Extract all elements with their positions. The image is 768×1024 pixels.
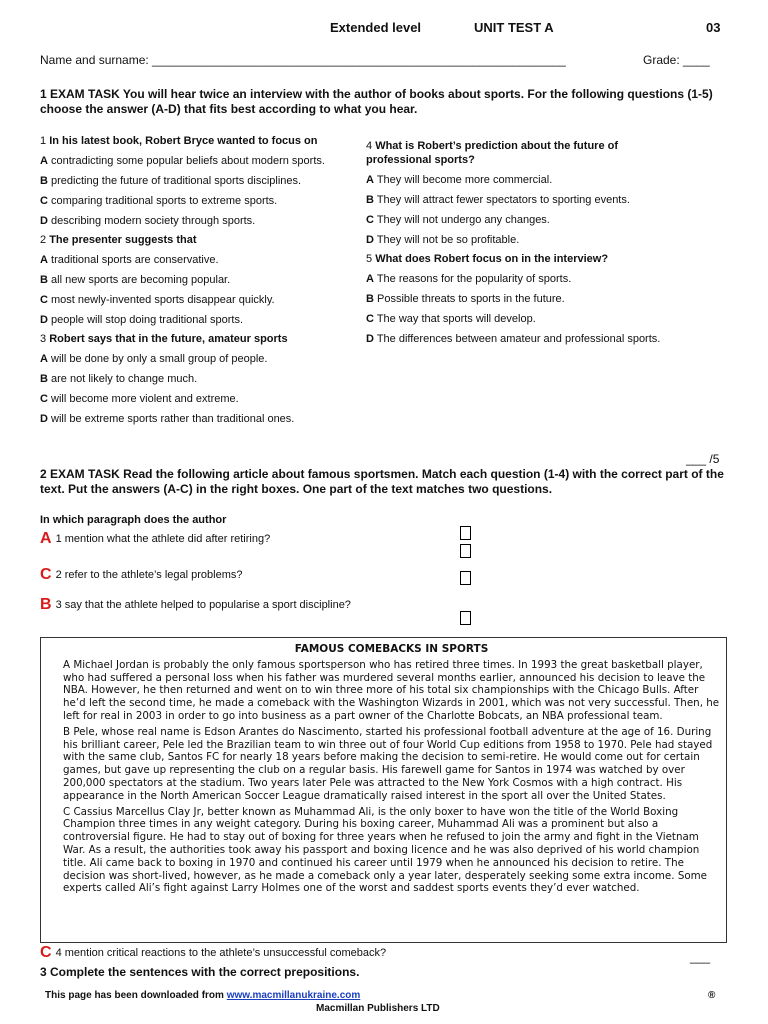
option-a[interactable]	[40, 154, 350, 168]
option-b[interactable]	[40, 372, 350, 386]
option-letter: D	[40, 413, 48, 425]
article-title: FAMOUS COMEBACKS IN SPORTS	[294, 643, 489, 655]
option-letter: D	[40, 215, 48, 227]
handwritten-answer: A	[40, 530, 52, 547]
question-text: In his latest book, Robert Bryce wanted to focus on	[49, 135, 318, 147]
answer-box[interactable]	[460, 526, 471, 540]
option-b[interactable]	[366, 292, 666, 306]
option-text: They will become more commercial.	[376, 174, 553, 186]
option-text: Possible threats to sports in the future.	[377, 293, 565, 305]
registered-mark: ®	[708, 990, 716, 1001]
option-letter: B	[366, 293, 374, 305]
answer-box[interactable]	[460, 544, 471, 558]
option-b[interactable]	[40, 273, 350, 287]
option-a[interactable]	[40, 352, 350, 366]
answer-box[interactable]	[460, 571, 471, 585]
option-letter: D	[366, 333, 374, 345]
article-paragraph-b: B Pele, whose real name is Edson Arantes do Nascimento, started his professional football adventure at the age of 16. During his brilliant career, Pele led the Brazilian team to win three out of four World Cup editions from 1958 to 1970. Pele had stayed with the same club, Santos FC for nearly 18 years before making the decision to semi-retire. He would come out for certain games, but gave up representing the club on a regular basis. His farewell game for Santos in 1974 was watched by over 200,000 spectators at the stadium. Two years later Pele was attracted to the New York Cosmos with a high contract. His appearance in the North American Soccer League dramatically raised interest in the sport all over the United States.	[63, 725, 713, 802]
question-text: What is Robert’s prediction about the future of professional sports?	[366, 140, 618, 166]
article-box	[40, 637, 727, 943]
option-letter: D	[40, 314, 48, 326]
level-label: Extended level	[330, 20, 422, 35]
option-c[interactable]	[40, 293, 350, 307]
option-text: will be done by only a small group of people.	[51, 353, 268, 365]
task1-right-column	[366, 134, 666, 346]
name-field-label: Name and surname: ______________________________________________________________	[40, 53, 566, 67]
match-question: 4 mention critical reactions to the athlete’s unsuccessful comeback?	[55, 947, 387, 959]
handwritten-answer: B	[40, 596, 52, 613]
option-letter: B	[366, 194, 374, 206]
option-letter: C	[40, 294, 48, 306]
option-text: They will not undergo any changes.	[376, 214, 550, 226]
question-number: 5	[366, 253, 373, 265]
question-4	[366, 139, 666, 167]
option-b[interactable]	[40, 174, 350, 188]
test-title: UNIT TEST A	[474, 20, 554, 35]
option-text: most newly-invented sports disappear quickly.	[51, 294, 275, 306]
option-letter: A	[366, 273, 374, 285]
handwritten-answer: C	[40, 566, 52, 583]
match-question: 1 mention what the athlete did after retiring?	[55, 533, 271, 545]
option-c[interactable]	[366, 213, 666, 227]
footer-download-note	[45, 990, 360, 1001]
option-b[interactable]	[366, 193, 666, 207]
grade-field-label: Grade: ____	[643, 53, 710, 67]
option-text: The way that sports will develop.	[376, 313, 536, 325]
article-paragraph-c: C Cassius Marcellus Clay Jr, better known as Muhammad Ali, is the only boxer to have won the title of the World Boxing Champion three times in any weight category. During his boxing career, Muhammad Ali was a prominent but also a controversial figure. He had to stay out of boxing for three years when he refused to join the army and fight in the Vietnam War. As a result, the authorities took away his passport and boxing licence and he was also deprived of his world champion title. Ali came back to boxing in 1970 and continued his career until 1979 when he announced his decision to retire. The decision was short-lived, however, as he made a comeback only a year later, desperately seeking some extra income. Some experts called Ali’s fight against Larry Holmes one of the worst and saddest sports events they’d ever watched.	[63, 805, 708, 895]
option-letter: D	[366, 234, 374, 246]
answer-box[interactable]	[460, 611, 471, 625]
option-letter: C	[366, 214, 374, 226]
question-number: 3	[40, 333, 47, 345]
article-paragraph-a: A Michael Jordan is probably the only famous sportsperson who has retired three times. In 1993 the great basketball player, who had suffered a personal loss when his father was murdered several months earlier, announced his decision to leave the NBA. However, he then returned and went on to win three more of his total six championships with the Chicago Bulls. After he’d left the second time, he made a comeback with the Washington Wizards in 2001, which was not very successful. Then, he left for real in 2003 in order to go into business as a part owner of the Charlotte Bobcats, an NBA professional team.	[63, 658, 720, 722]
footer-publisher: Macmillan Publishers LTD	[316, 1003, 440, 1014]
match-item-1	[40, 530, 270, 548]
handwritten-answer: C	[40, 944, 52, 961]
option-text: traditional sports are conservative.	[51, 254, 219, 266]
option-text: all new sports are becoming popular.	[51, 274, 231, 286]
option-letter: C	[40, 195, 48, 207]
match-question: 2 refer to the athlete’s legal problems?	[55, 569, 243, 581]
option-a[interactable]	[366, 272, 666, 286]
task2-heading: 2 EXAM TASK Read the following article about famous sportsmen. Match each question (1-4) with the correct part of the text. Put the answers (A-C) in the right boxes. One part of the text matches two questions.	[40, 467, 724, 496]
question-text: The presenter suggests that	[49, 234, 197, 246]
question-3	[40, 332, 350, 346]
question-5	[366, 252, 666, 266]
question-text: What does Robert focus on in the interview?	[375, 253, 609, 265]
option-d[interactable]	[40, 214, 350, 228]
task1-score: ___ /5	[686, 452, 720, 466]
question-1	[40, 134, 350, 148]
match-item-4	[40, 944, 386, 962]
option-text: will be extreme sports rather than traditional ones.	[51, 413, 295, 425]
question-text: Robert says that in the future, amateur sports	[49, 333, 288, 345]
option-letter: A	[40, 254, 48, 266]
option-letter: B	[40, 175, 48, 187]
question-number: 4	[366, 140, 373, 152]
option-c[interactable]	[40, 392, 350, 406]
match-question: 3 say that the athlete helped to popularise a sport discipline?	[55, 599, 351, 611]
option-a[interactable]	[366, 173, 666, 187]
question-number: 1	[40, 135, 47, 147]
question-2	[40, 233, 350, 247]
footer-prefix: This page has been downloaded from	[45, 990, 227, 1001]
match-item-3	[40, 596, 351, 614]
option-d[interactable]	[366, 233, 666, 247]
option-c[interactable]	[40, 194, 350, 208]
option-letter: C	[40, 393, 48, 405]
option-text: comparing traditional sports to extreme sports.	[51, 195, 278, 207]
option-c[interactable]	[366, 312, 666, 326]
match-item-2	[40, 566, 242, 584]
option-d[interactable]	[366, 332, 666, 346]
option-letter: A	[366, 174, 374, 186]
task2-prompt: In which paragraph does the author	[40, 514, 227, 526]
question-number: 2	[40, 234, 47, 246]
option-text: contradicting some popular beliefs about modern sports.	[51, 155, 325, 167]
option-d[interactable]	[40, 412, 350, 426]
task3-heading: 3 Complete the sentences with the correct prepositions.	[40, 965, 360, 979]
option-text: predicting the future of traditional sports disciplines.	[51, 175, 302, 187]
option-text: They will attract fewer spectators to sporting events.	[376, 194, 630, 206]
option-text: They will not be so profitable.	[376, 234, 520, 246]
option-letter: B	[40, 373, 48, 385]
option-text: will become more violent and extreme.	[51, 393, 239, 405]
task1-heading: 1 EXAM TASK You will hear twice an interview with the author of books about sports. For the following questions (1-5) choose the answer (A-D) that fits best according to what you hear.	[40, 87, 713, 116]
option-letter: C	[366, 313, 374, 325]
task2-score-blank: ___	[690, 950, 711, 964]
option-text: The reasons for the popularity of sports.	[376, 273, 572, 285]
option-text: The differences between amateur and professional sports.	[376, 333, 661, 345]
task1-left-column	[40, 134, 350, 426]
footer-link[interactable]: www.macmillanukraine.com	[226, 990, 361, 1001]
option-letter: A	[40, 155, 48, 167]
option-text: describing modern society through sports.	[51, 215, 256, 227]
page-number: 03	[706, 20, 721, 35]
option-text: people will stop doing traditional sports.	[51, 314, 244, 326]
option-letter: B	[40, 274, 48, 286]
option-d[interactable]	[40, 313, 350, 327]
option-letter: A	[40, 353, 48, 365]
option-a[interactable]	[40, 253, 350, 267]
option-text: are not likely to change much.	[51, 373, 198, 385]
